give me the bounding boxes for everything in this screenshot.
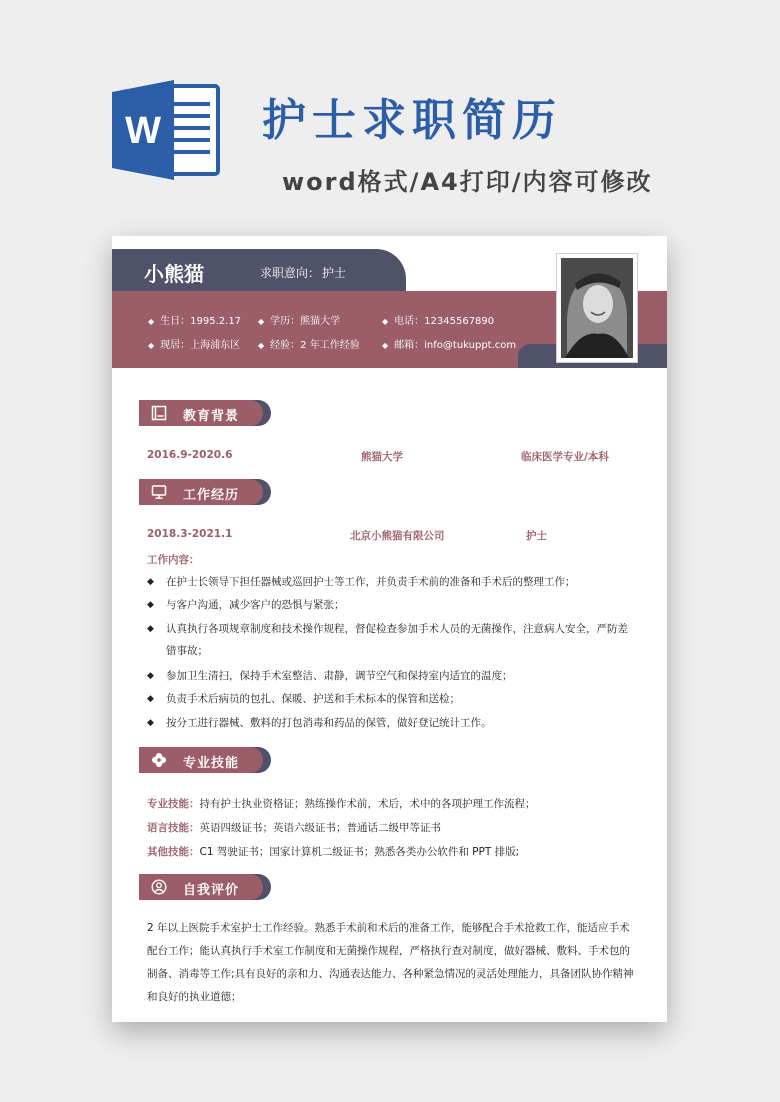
- intent-value: 护士: [322, 266, 347, 280]
- diamond-icon: ◆: [148, 341, 155, 350]
- info-email: ◆ 邮箱：info@tukuppt.com: [382, 340, 517, 351]
- list-item: ◆ 负责手术后病员的包扎、保暖、护送和手术标本的保管和送检；: [147, 688, 637, 710]
- name-tab: [112, 249, 406, 291]
- education-school: 熊猫大学: [361, 451, 403, 463]
- info-birthday: ◆ 生日：1995.2.17: [148, 316, 242, 327]
- info-residence: ◆ 现居：上海浦东区: [148, 340, 241, 351]
- work-content-label: 工作内容：: [147, 554, 200, 566]
- bullet-icon: ◆: [147, 694, 154, 704]
- self-evaluation-text: 2 年以上医院手术室护士工作经验。熟悉手术前和术后的准备工作，能够配合手术抢救工作，能适应手术配台工作；能认真执行手术室工作制度和无菌操作规程，严格执行查对制度，做好器械、敷料、手术包的制备、消毒等工作;具有良好的亲和力、沟通表达能力、各种紧急情况的灵活处理能力，具备团队协作精神和良好的执业道德；: [147, 922, 634, 1003]
- info-experience: ◆ 经验：2 年工作经验: [258, 340, 360, 351]
- user-icon: [151, 879, 167, 895]
- section-title: 工作经历: [183, 488, 240, 503]
- info-education: ◆ 学历：熊猫大学: [258, 316, 341, 327]
- section-title: 自我评价: [183, 883, 240, 898]
- profile-photo: [561, 258, 633, 358]
- photo-frame: [556, 253, 638, 363]
- promo-subtitle: word格式/A4打印/内容可修改: [282, 168, 653, 196]
- work-period: 2018.3-2021.1: [147, 528, 233, 540]
- bullet-icon: ◆: [147, 600, 154, 610]
- bullet-icon: ◆: [147, 624, 154, 634]
- skill-row-language: 语言技能：英语四级证书；英语六级证书；普通话二级甲等证书: [147, 822, 441, 834]
- svg-text:W: W: [125, 110, 161, 152]
- candidate-name: 小熊猫: [144, 262, 204, 286]
- list-item: ◆ 认真执行各项规章制度和技术操作规程，督促检查参加手术人员的无菌操作，注意病人安全，严防差错事故；: [147, 618, 637, 662]
- section-education: [139, 400, 271, 426]
- diamond-icon: ◆: [148, 317, 155, 326]
- section-self-evaluation: [139, 874, 271, 900]
- diamond-icon: ◆: [382, 317, 389, 326]
- monitor-icon: [151, 484, 167, 500]
- section-title: 专业技能: [183, 756, 240, 771]
- bullet-icon: ◆: [147, 718, 154, 728]
- bullet-icon: ◆: [147, 671, 154, 681]
- resume-page: [112, 236, 667, 1022]
- flower-icon: [151, 752, 167, 768]
- skill-row-other: 其他技能：C1 驾驶证书；国家计算机二级证书；熟悉各类办公软件和 PPT 排版;: [147, 846, 520, 858]
- word-document-icon: [112, 80, 222, 180]
- info-phone: ◆ 电话：12345567890: [382, 316, 495, 327]
- section-work: [139, 479, 271, 505]
- diamond-icon: ◆: [382, 341, 389, 350]
- education-major: 临床医学专业/本科: [521, 451, 609, 463]
- list-item: ◆ 在护士长领导下担任器械或巡回护士等工作，并负责手术前的准备和手术后的整理工作；: [147, 571, 637, 593]
- list-item: ◆ 参加卫生清扫，保持手术室整洁、肃静，调节空气和保持室内适宜的温度；: [147, 665, 637, 687]
- book-icon: [151, 405, 167, 421]
- diamond-icon: ◆: [258, 341, 265, 350]
- skill-row-professional: 专业技能：持有护士执业资格证；熟练操作术前，术后，术中的各项护理工作流程；: [147, 798, 536, 810]
- section-skills: [139, 747, 271, 773]
- work-company: 北京小熊猫有限公司: [350, 530, 445, 542]
- resume-header: [112, 236, 667, 368]
- promo-title: 护士求职简历: [262, 95, 562, 146]
- diamond-icon: ◆: [258, 317, 265, 326]
- education-period: 2016.9-2020.6: [147, 449, 233, 461]
- bullet-icon: ◆: [147, 577, 154, 587]
- work-position: 护士: [526, 530, 547, 542]
- list-item: ◆ 按分工进行器械、敷料的打包消毒和药品的保管，做好登记统计工作。: [147, 712, 637, 734]
- section-title: 教育背景: [183, 409, 240, 424]
- intent-label: 求职意向：: [260, 266, 321, 280]
- list-item: ◆ 与客户沟通，减少客户的恐惧与紧张；: [147, 594, 637, 616]
